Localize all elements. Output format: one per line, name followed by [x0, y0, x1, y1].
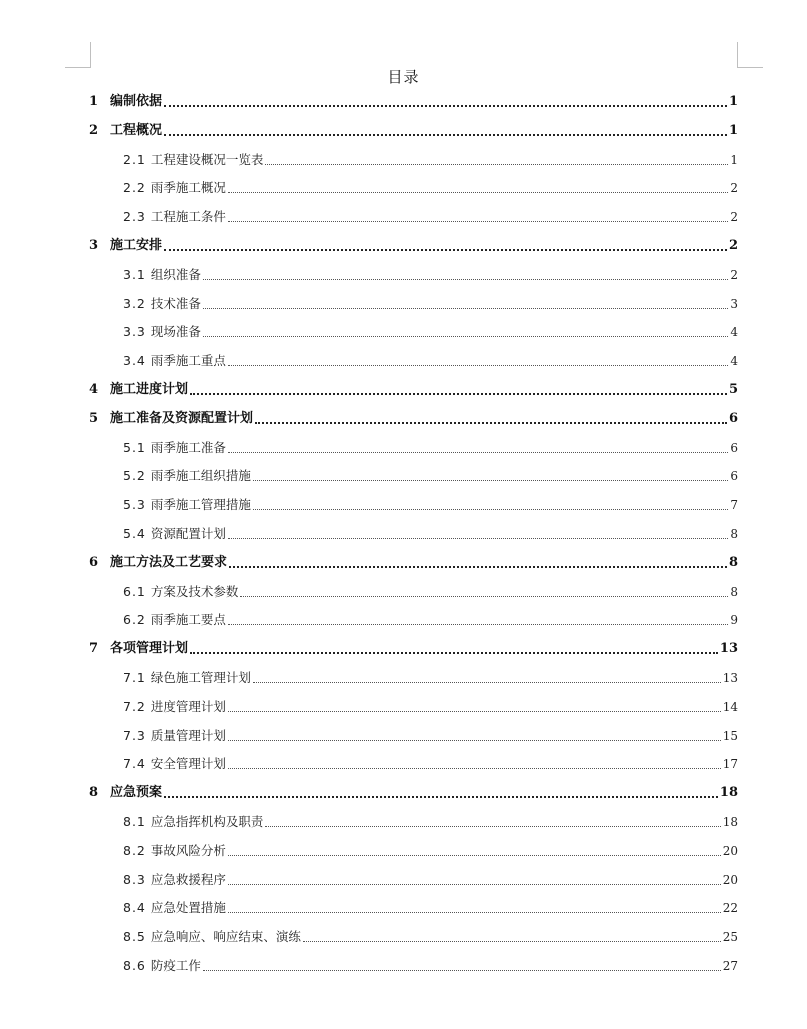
toc-entry-label: 施工方法及工艺要求	[110, 554, 228, 570]
toc-entry-label: 应急处置措施	[150, 900, 226, 916]
dot-leader	[228, 191, 728, 193]
toc-entry-label: 应急指挥机构及职责	[150, 814, 264, 829]
toc-entry-page-number: 4	[730, 325, 738, 340]
dot-leader	[228, 854, 721, 856]
dot-leader	[228, 537, 728, 539]
dot-leader	[228, 710, 721, 712]
toc-entry-number: 8.1	[123, 814, 146, 829]
toc-entry-number: 5.2	[123, 468, 146, 484]
toc-entry-page-number: 6	[730, 440, 738, 455]
toc-entry-page-number: 4	[730, 354, 738, 369]
toc-subsection-entry[interactable]	[123, 837, 738, 859]
dot-leader	[164, 795, 718, 798]
toc-entry-number: 8.4	[123, 900, 146, 916]
toc-entry-label: 雨季施工概况	[150, 180, 226, 196]
dot-leader	[190, 392, 727, 395]
toc-entry-page-number: 17	[722, 757, 738, 772]
toc-entry-page-number: 20	[722, 843, 738, 858]
toc-entry-number: 7.2	[123, 698, 146, 714]
toc-entry-page-number: 6	[730, 469, 738, 484]
toc-entry-page-number: 8	[730, 584, 738, 599]
toc-entry-label: 应急救援程序	[150, 871, 226, 887]
toc-subsection-entry[interactable]	[123, 894, 738, 916]
toc-entry-label: 应急响应、响应结束、演练	[150, 929, 301, 945]
toc-entry-label: 进度管理计划	[150, 698, 226, 714]
toc-entry-label: 雨季施工管理措施	[150, 497, 251, 513]
toc-subsection-entry[interactable]	[123, 664, 738, 686]
toc-entry-label: 安全管理计划	[150, 756, 226, 772]
toc-entry-label: 工程建设概况一览表	[150, 151, 264, 167]
toc-entry-number: 3.3	[123, 324, 146, 340]
toc-subsection-entry[interactable]	[123, 347, 738, 369]
toc-subsection-entry[interactable]	[123, 261, 738, 283]
toc-entry-page-number: 2	[730, 210, 738, 225]
toc-entry-number: 1	[89, 94, 99, 109]
dot-leader	[265, 825, 720, 827]
dot-leader	[228, 623, 728, 625]
toc-entry-page-number: 9	[730, 613, 738, 628]
toc-entry-page-number: 22	[722, 901, 738, 916]
dot-leader	[265, 163, 728, 165]
toc-subsection-entry[interactable]	[123, 693, 738, 715]
toc-entry-page-number: 1	[730, 152, 738, 167]
dot-leader	[229, 565, 727, 568]
toc-entry-label: 工程施工条件	[150, 209, 226, 225]
dot-leader	[240, 595, 728, 597]
toc-section-entry[interactable]	[89, 779, 738, 801]
toc-subsection-entry[interactable]	[123, 203, 738, 225]
toc-entry-label: 雨季施工要点	[150, 612, 226, 628]
dot-leader	[164, 133, 727, 136]
toc-entry-number: 8.5	[123, 929, 146, 945]
toc-entry-number: 3.1	[123, 266, 146, 282]
toc-entry-page-number: 5	[728, 382, 738, 397]
dot-leader	[253, 681, 721, 683]
toc-entry-number: 5.3	[123, 497, 146, 513]
dot-leader	[203, 307, 728, 309]
dot-leader	[190, 651, 718, 654]
toc-entry-number: 2.3	[123, 209, 146, 225]
toc-entry-label: 工程概况	[110, 122, 163, 138]
toc-subsection-entry[interactable]	[123, 462, 738, 484]
dot-leader	[228, 451, 728, 453]
toc-entry-number: 2.2	[123, 180, 146, 196]
dot-leader	[164, 104, 727, 107]
toc-subsection-entry[interactable]	[123, 491, 738, 513]
toc-entry-page-number: 13	[719, 641, 738, 657]
toc-entry-label: 资源配置计划	[150, 526, 226, 541]
toc-entry-label: 现场准备	[150, 324, 201, 340]
toc-title: 目录	[387, 68, 420, 86]
dot-leader	[203, 969, 721, 971]
dot-leader	[303, 940, 721, 942]
toc-entry-page-number: 14	[722, 699, 738, 714]
toc-entry-number: 6.1	[123, 583, 146, 599]
toc-entry-label: 雨季施工重点	[150, 353, 226, 369]
toc-entry-page-number: 2	[730, 181, 738, 196]
toc-entry-number: 3.2	[123, 295, 146, 311]
toc-section-entry[interactable]	[89, 405, 738, 427]
toc-entry-number: 5	[89, 410, 99, 426]
toc-subsection-entry[interactable]	[123, 606, 738, 628]
toc-entry-page-number: 1	[728, 94, 738, 109]
toc-subsection-entry[interactable]	[123, 174, 738, 196]
toc-entry-label: 应急预案	[110, 785, 163, 801]
dot-leader	[228, 220, 728, 222]
toc-entry-number: 7	[89, 641, 99, 657]
toc-entry-number: 3	[89, 238, 99, 253]
toc-entry-label: 雨季施工组织措施	[150, 468, 251, 484]
toc-section-entry[interactable]	[89, 117, 738, 139]
toc-entry-page-number: 20	[722, 872, 738, 887]
toc-entry-page-number: 6	[728, 410, 738, 426]
toc-entry-label: 各项管理计划	[110, 641, 189, 657]
toc-subsection-entry[interactable]	[123, 923, 738, 945]
toc-section-entry[interactable]	[89, 232, 738, 254]
toc-entry-label: 施工准备及资源配置计划	[110, 410, 254, 426]
toc-entry-page-number: 8	[730, 527, 738, 541]
toc-entry-page-number: 2	[730, 267, 738, 282]
dot-leader	[228, 911, 721, 913]
toc-subsection-entry[interactable]	[123, 520, 738, 542]
dot-leader	[228, 364, 728, 366]
toc-entry-label: 编制依据	[110, 94, 163, 109]
toc-entry-page-number: 2	[728, 238, 738, 253]
toc-entry-number: 3.4	[123, 353, 146, 369]
toc-subsection-entry[interactable]	[123, 146, 738, 168]
toc-subsection-entry[interactable]	[123, 952, 738, 974]
toc-subsection-entry[interactable]	[123, 318, 738, 340]
toc-entry-number: 6	[89, 554, 99, 570]
toc-entry-number: 8.3	[123, 871, 146, 887]
toc-entry-label: 事故风险分析	[150, 842, 226, 858]
toc-subsection-entry[interactable]	[123, 750, 738, 772]
dot-leader	[228, 883, 721, 885]
dot-leader	[203, 335, 728, 337]
toc-entry-number: 4	[89, 382, 99, 397]
toc-subsection-entry[interactable]	[123, 434, 738, 456]
toc-entry-label: 施工进度计划	[110, 382, 189, 397]
toc-entry-number: 7.1	[123, 670, 146, 685]
dot-leader	[228, 739, 721, 741]
toc-entry-page-number: 8	[728, 554, 738, 570]
toc-entry-page-number: 25	[722, 930, 738, 945]
toc-entry-page-number: 7	[730, 498, 738, 513]
toc-section-entry[interactable]	[89, 376, 738, 398]
toc-entry-page-number: 18	[719, 785, 738, 801]
toc-entry-label: 施工安排	[110, 238, 163, 253]
toc-entry-number: 2	[89, 122, 99, 138]
toc-entry-number: 7.4	[123, 756, 146, 772]
crop-mark-top-right	[737, 42, 738, 68]
dot-leader	[203, 278, 728, 280]
toc-section-entry[interactable]	[89, 88, 738, 110]
toc-entry-label: 技术准备	[150, 295, 201, 311]
toc-entry-page-number: 27	[722, 959, 738, 973]
toc-entry-number: 5.1	[123, 439, 146, 455]
toc-entry-page-number: 3	[730, 296, 738, 311]
toc-subsection-entry[interactable]	[123, 578, 738, 600]
toc-subsection-entry[interactable]	[123, 808, 738, 830]
toc-entry-number: 8.6	[123, 958, 146, 973]
toc-entry-number: 6.2	[123, 612, 146, 628]
toc-entry-label: 绿色施工管理计划	[150, 670, 251, 685]
toc-entry-number: 2.1	[123, 151, 146, 167]
toc-subsection-entry[interactable]	[123, 866, 738, 888]
toc-entry-label: 防疫工作	[150, 958, 201, 973]
toc-entry-label: 质量管理计划	[150, 727, 226, 743]
toc-entry-page-number: 1	[728, 122, 738, 138]
toc-entry-number: 5.4	[123, 526, 146, 541]
crop-mark-top-left	[90, 42, 91, 68]
toc-subsection-entry[interactable]	[123, 722, 738, 744]
toc-entry-number: 8	[89, 785, 99, 801]
dot-leader	[253, 479, 728, 481]
dot-leader	[255, 421, 727, 424]
toc-entry-page-number: 18	[722, 815, 738, 829]
toc-subsection-entry[interactable]	[123, 290, 738, 312]
dot-leader	[228, 767, 721, 769]
toc-entry-page-number: 13	[722, 671, 738, 685]
toc-entry-label: 组织准备	[150, 266, 201, 282]
dot-leader	[164, 248, 727, 251]
toc-entry-label: 雨季施工准备	[150, 439, 226, 455]
toc-entry-number: 7.3	[123, 727, 146, 743]
toc-entry-number: 8.2	[123, 842, 146, 858]
toc-entry-label: 方案及技术参数	[150, 583, 239, 599]
toc-entry-page-number: 15	[722, 728, 738, 743]
toc-section-entry[interactable]	[89, 549, 738, 571]
dot-leader	[253, 508, 728, 510]
toc-section-entry[interactable]	[89, 635, 738, 657]
